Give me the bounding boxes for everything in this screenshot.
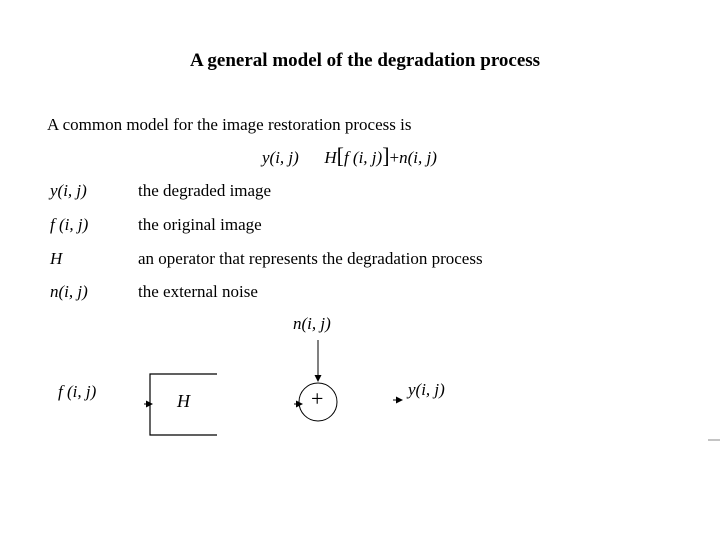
definition-meaning-degraded: the degraded image [138, 181, 272, 200]
diagram-input-label: f (i, j) [58, 382, 97, 401]
definition-symbol-original: f (i, j) [50, 215, 89, 234]
diagram-output-label: y(i, j) [408, 380, 445, 399]
diagram-block-label: H [177, 391, 190, 411]
equation-close-bracket: ] [382, 143, 390, 168]
equation-operator: H [324, 148, 337, 167]
diagram-noise-label: n(i, j) [293, 314, 331, 333]
equation-plus: + [389, 148, 400, 167]
equation-open-bracket: [ [336, 143, 344, 168]
diagram-adder-symbol: + [311, 386, 324, 411]
intro-text: A common model for the image restoration process is [47, 115, 412, 134]
equation-noise: n(i, j) [399, 148, 437, 167]
slide-title: A general model of the degradation process [190, 50, 541, 71]
definition-symbol-degraded: y(i, j) [50, 181, 87, 200]
equation-lhs: y(i, j) [262, 148, 299, 167]
definition-meaning-operator: an operator that represents the degradation process [138, 249, 483, 268]
equation-argument: f (i, j) [343, 148, 383, 167]
definition-meaning-noise: the external noise [138, 282, 258, 301]
definition-meaning-original: the original image [138, 215, 262, 234]
definition-symbol-noise: n(i, j) [50, 282, 88, 301]
definition-symbol-operator: H [50, 249, 63, 268]
